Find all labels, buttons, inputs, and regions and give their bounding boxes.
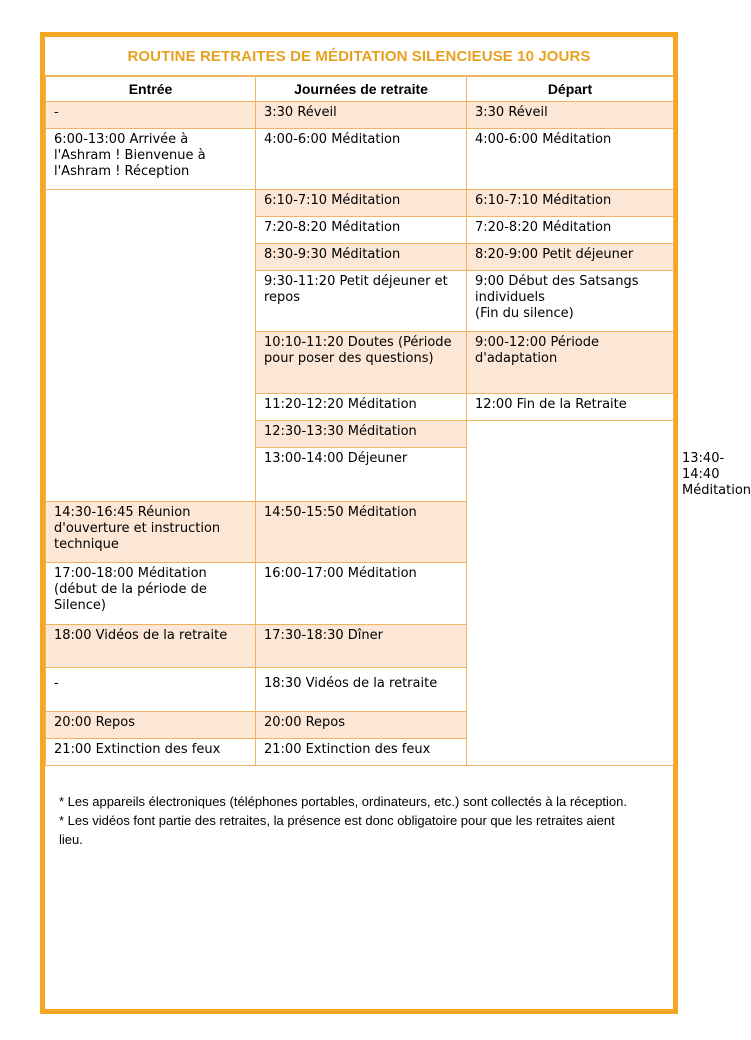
cell-depart: 12:00 Fin de la Retraite [467, 394, 674, 421]
header-journees: Journées de retraite [256, 77, 467, 102]
cell-entree: 14:30-16:45 Réunion d'ouverture et instruction technique [46, 502, 256, 563]
header-depart: Départ [467, 77, 674, 102]
cell-entree: 21:00 Extinction des feux [46, 739, 256, 766]
cell-journee: 7:20-8:20 Méditation [256, 217, 467, 244]
cell-journee: 3:30 Réveil [256, 102, 467, 129]
schedule-table [45, 76, 751, 766]
table-row [46, 102, 674, 129]
cell-journee: 11:20-12:20 Méditation [256, 394, 467, 421]
cell-journee: 6:10-7:10 Méditation [256, 190, 467, 217]
cell-journee: 20:00 Repos [256, 712, 467, 739]
cell-journee: 17:30-18:30 Dîner [256, 625, 467, 668]
cell-journee: 16:00-17:00 Méditation [256, 563, 467, 625]
cell-entree: - [46, 102, 256, 129]
table-row [46, 129, 674, 190]
cell-journee: 12:30-13:30 Méditation [256, 421, 467, 448]
footnote-electronics: * Les appareils électroniques (téléphones portables, ordinateurs, etc.) sont collectés à la réception. [59, 794, 627, 809]
cell-depart: 8:20-9:00 Petit déjeuner [467, 244, 674, 271]
cell-entree: 20:00 Repos [46, 712, 256, 739]
header-row [46, 77, 674, 102]
schedule-frame [40, 32, 751, 1014]
cell-journee: 10:10-11:20 Doutes (Période pour poser des questions) [256, 332, 467, 394]
cell-journee: 14:50-15:50 Méditation [256, 502, 467, 563]
cell-journee: 18:30 Vidéos de la retraite [256, 668, 467, 712]
header-entree: Entrée [46, 77, 256, 102]
empty-cell [467, 421, 674, 766]
cell-depart: 7:20-8:20 Méditation [467, 217, 674, 244]
cell-journee: 8:30-9:30 Méditation [256, 244, 467, 271]
cell-journee: 9:30-11:20 Petit déjeuner et repos [256, 271, 467, 332]
cell-entree: 6:00-13:00 Arrivée à l'Ashram ! Bienvenue à l'Ashram ! Réception [46, 129, 256, 190]
cell-depart: 4:00-6:00 Méditation [467, 129, 674, 190]
cell-depart: 6:10-7:10 Méditation [467, 190, 674, 217]
footnote-videos: * Les vidéos font partie des retraites, la présence est donc obligatoire pour que les retraites aient lieu. [59, 813, 615, 847]
page-title: ROUTINE RETRAITES DE MÉDITATION SILENCIEUSE 10 JOURS [45, 37, 673, 76]
cell-journee: 21:00 Extinction des feux [256, 739, 467, 766]
cell-depart: 9:00-12:00 Période d'adaptation [467, 332, 674, 394]
footnotes [59, 792, 629, 849]
cell-entree: 13:00-14:00 Déjeuner [256, 448, 467, 502]
cell-entree: - [46, 668, 256, 712]
cell-entree: 17:00-18:00 Méditation (début de la période de Silence) [46, 563, 256, 625]
table-row: 13:00-14:00 Déjeuner 13:40-14:40 Méditation [46, 448, 674, 502]
table-row [46, 190, 674, 217]
cell-entree: 18:00 Vidéos de la retraite [46, 625, 256, 668]
empty-cell [46, 190, 256, 502]
depart-line: 9:00 Début des Satsangs individuels [475, 274, 639, 305]
depart-line: (Fin du silence) [475, 306, 574, 321]
cell-depart [467, 271, 674, 332]
cell-depart: 3:30 Réveil [467, 102, 674, 129]
cell-journee: 4:00-6:00 Méditation [256, 129, 467, 190]
